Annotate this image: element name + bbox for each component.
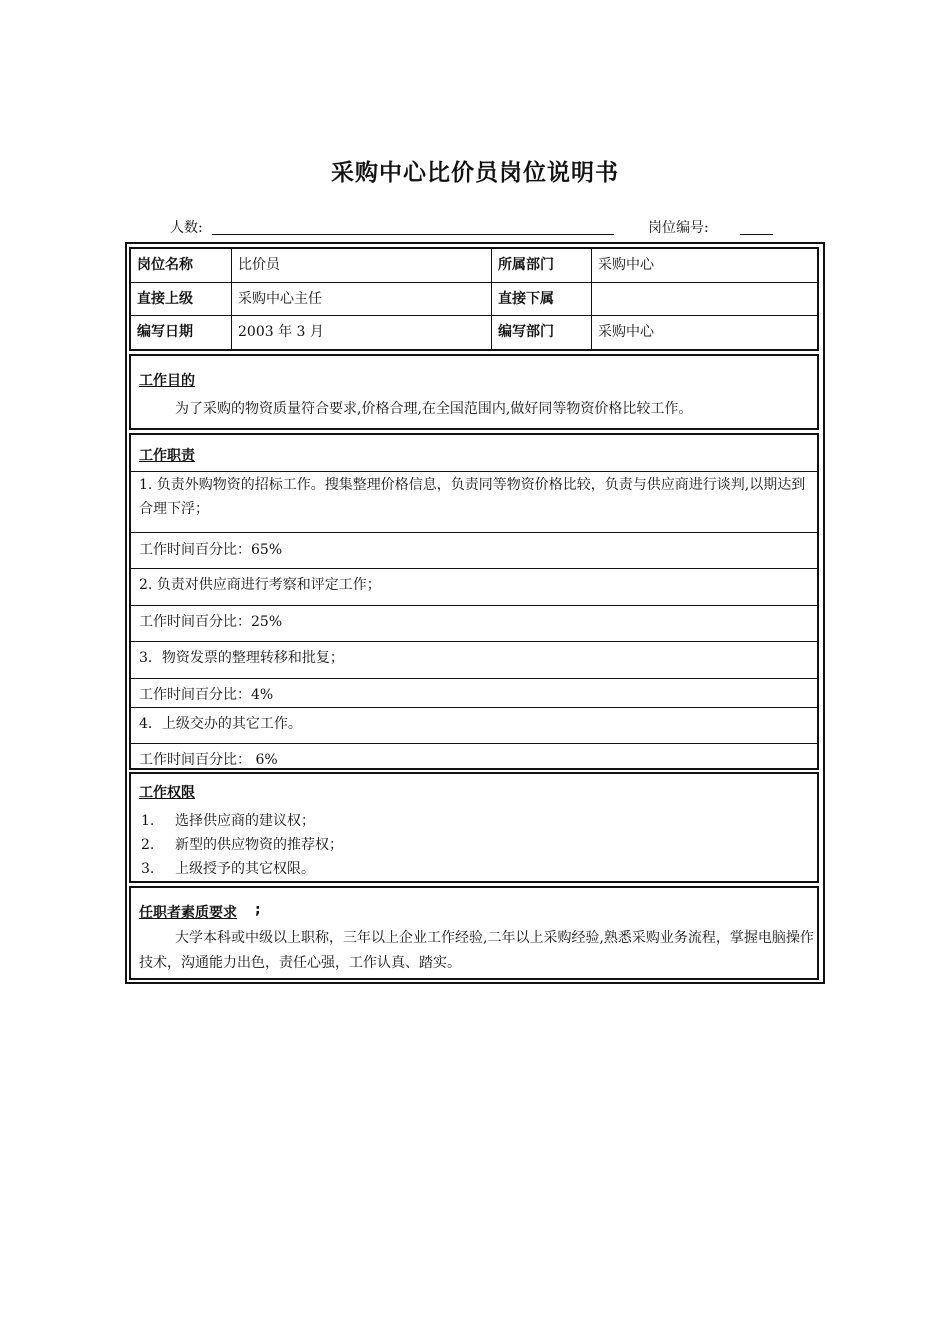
row-divider xyxy=(131,532,817,533)
row-divider xyxy=(131,707,817,708)
duty-time-percent: 工作时间百分比：65% xyxy=(139,542,283,558)
basic-info-table xyxy=(129,247,819,351)
qualification-section xyxy=(129,886,819,980)
duty-time-percent: 工作时间百分比： 6% xyxy=(139,752,278,768)
work-authority-section xyxy=(129,772,819,883)
section-heading: 工作职责 xyxy=(139,448,195,464)
duty-item: 4．上级交办的其它工作。 xyxy=(139,716,302,732)
info-label: 直接上级 xyxy=(137,291,193,307)
section-heading-text: 任职者素质要求 xyxy=(139,905,237,921)
item-text: 选择供应商的建议权； xyxy=(175,813,315,829)
job-description-form xyxy=(125,242,825,984)
info-value xyxy=(591,283,817,316)
row-divider xyxy=(131,743,817,744)
info-value: 2003 年 3 月 xyxy=(231,316,491,349)
authority-item xyxy=(141,810,315,830)
meta-line xyxy=(170,217,773,237)
position-number-blank xyxy=(740,234,773,235)
duty-item: 2. 负责对供应商进行考察和评定工作； xyxy=(139,577,381,593)
info-value: 采购中心 xyxy=(591,316,817,349)
section-heading: 工作目的 xyxy=(139,373,195,389)
work-duties-section xyxy=(129,433,819,770)
item-text: 新型的供应物资的推荐权； xyxy=(175,837,343,853)
authority-item xyxy=(141,834,343,854)
duty-item: 3．物资发票的整理转移和批复； xyxy=(139,650,344,666)
people-count-label: 人数: xyxy=(170,220,203,236)
info-label: 岗位名称 xyxy=(137,257,193,273)
heading-colon: ; xyxy=(255,902,261,918)
duty-time-percent: 工作时间百分比：25% xyxy=(139,614,283,630)
authority-item xyxy=(141,858,315,878)
document-title: 采购中心比价员岗位说明书 xyxy=(331,160,619,186)
section-heading xyxy=(139,902,237,922)
section-heading: 工作权限 xyxy=(139,785,195,801)
item-number: 2. xyxy=(141,837,155,853)
row-divider xyxy=(131,605,817,606)
qualification-text: 大学本科或中级以上职称，三年以上企业工作经验,二年以上采购经验,熟悉采购业务流程，掌握电脑操作技术，沟通能力出色，责任心强，工作认真、踏实。 xyxy=(139,930,814,971)
info-value: 比价员 xyxy=(231,249,491,282)
info-row xyxy=(131,315,817,349)
purpose-text: 为了采购的物资质量符合要求,价格合理,在全国范围内,做好同等物资价格比较工作。 xyxy=(175,401,693,417)
info-value: 采购中心 xyxy=(591,249,817,282)
info-label: 直接下属 xyxy=(491,283,591,316)
row-divider xyxy=(131,641,817,642)
info-row xyxy=(131,249,817,282)
people-count-blank xyxy=(212,234,614,235)
row-divider xyxy=(131,678,817,679)
item-number: 1. xyxy=(141,813,155,829)
info-label: 所属部门 xyxy=(491,249,591,282)
duty-item: 1. 负责外购物资的招标工作。搜集整理价格信息，负责同等物资价格比较，负责与供应商进行谈判,以期达到合理下浮； xyxy=(139,477,806,517)
info-value: 采购中心主任 xyxy=(231,283,491,316)
item-text: 上级授予的其它权限。 xyxy=(175,861,315,877)
position-number-label: 岗位编号: xyxy=(648,220,709,236)
info-label: 编写部门 xyxy=(491,316,591,349)
duty-time-percent: 工作时间百分比：4% xyxy=(139,687,274,703)
work-purpose-section xyxy=(129,354,819,430)
row-divider xyxy=(131,471,817,472)
item-number: 3. xyxy=(141,861,155,877)
row-divider xyxy=(131,568,817,569)
info-row xyxy=(131,282,817,316)
info-label: 编写日期 xyxy=(137,324,193,340)
